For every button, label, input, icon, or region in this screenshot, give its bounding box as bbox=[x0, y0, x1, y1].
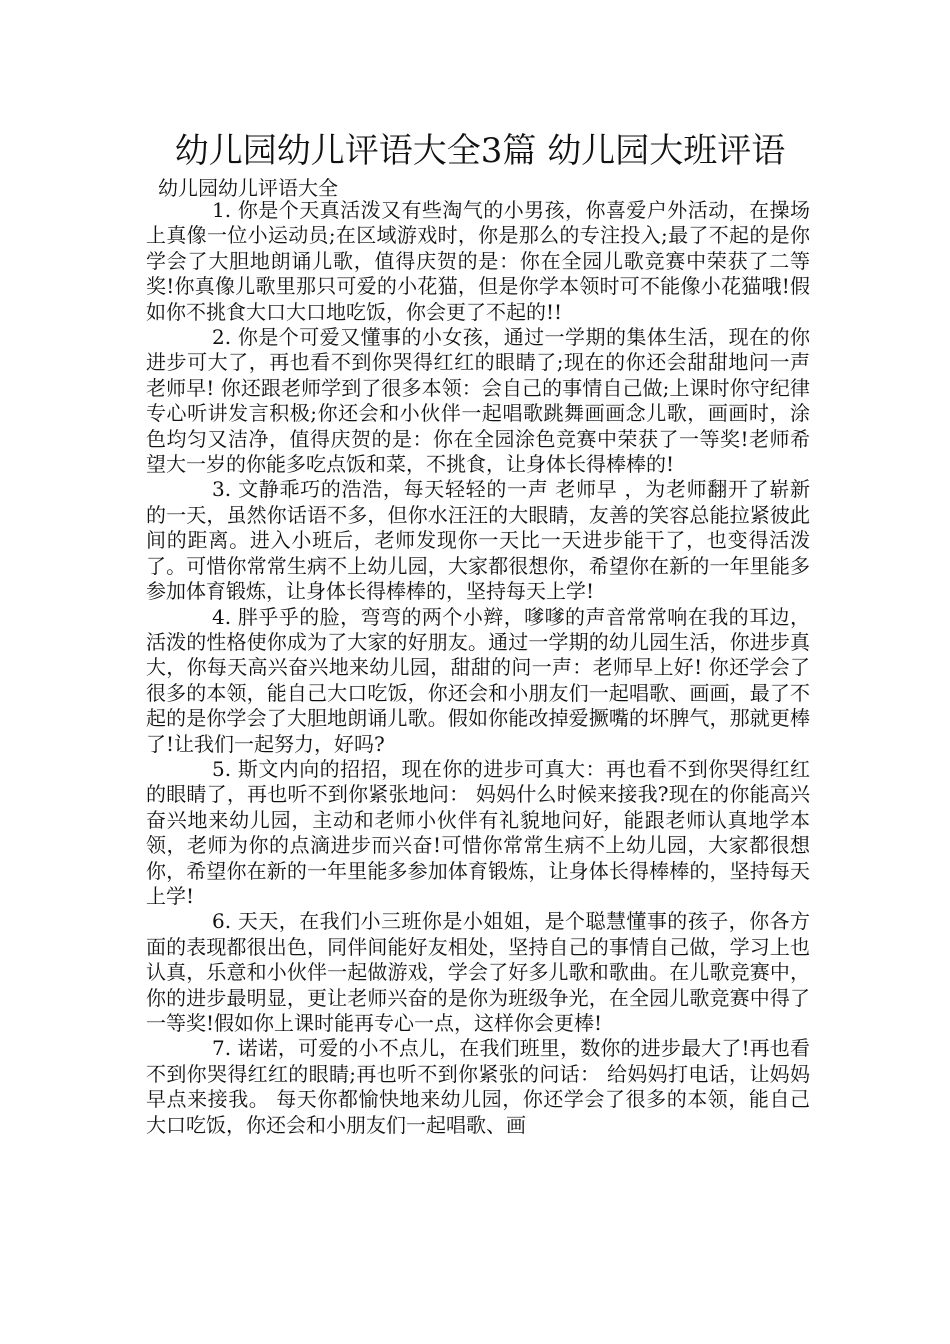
comment-paragraph-4: 4. 胖乎乎的脸，弯弯的两个小辫，嗲嗲的声音常常响在我的耳边，活泼的性格使你成为了大家的好朋友。通过一学期的幼儿园生活，你进步真大，你每天高兴奋兴地来幼儿园，甜甜的问一声：老师早上好! 你还学会了很多的本领，能自己大口吃饭，你还会和小朋友们一起唱歌、画画，最了不起的是你学会了大胆地朗诵儿歌。假如你能改掉爱撅嘴的坏脾气，那就更棒了!让我们一起努力，好吗? bbox=[146, 604, 810, 756]
comment-paragraph-1: 1. 你是个天真活泼又有些淘气的小男孩，你喜爱户外活动，在操场上真像一位小运动员;在区域游戏时，你是那么的专注投入;最了不起的是你学会了大胆地朗诵儿歌，值得庆贺的是：你在全园儿歌竞赛中荣获了二等奖!你真像儿歌里那只可爱的小花猫，但是你学本领时可不能像小花猫哦!假如你不挑食大口大口地吃饭，你会更了不起的!! bbox=[146, 198, 810, 324]
comment-paragraph-3: 3. 文静乖巧的浩浩，每天轻轻的一声 老师早 ，为老师翻开了崭新的一天，虽然你话语不多，但你水汪汪的大眼睛，友善的笑容总能拉紧彼此间的距离。进入小班后，老师发现你一天比一天进步能干了，也变得活泼了。可惜你常常生病不上幼儿园，大家都很想你，希望你在新的一年里能多参加体育锻炼，让身体长得棒棒的，坚持每天上学! bbox=[146, 477, 810, 604]
document-body bbox=[146, 198, 810, 1138]
comment-paragraph-7: 7. 诺诺，可爱的小不点儿，在我们班里，数你的进步最大了!再也看不到你哭得红红的眼睛;再也听不到你紧张的问话： 给妈妈打电话，让妈妈早点来接我。 每天你都愉快地来幼儿园，你还学会了很多的本领，能自己大口吃饭，你还会和小朋友们一起唱歌、画 bbox=[146, 1036, 810, 1137]
document-title: 幼儿园幼儿评语大全3篇 幼儿园大班评语 bbox=[174, 131, 786, 171]
comment-paragraph-6: 6. 天天，在我们小三班你是小姐姐，是个聪慧懂事的孩子，你各方面的表现都很出色，同伴间能好友相处，坚持自己的事情自己做，学习上也认真，乐意和小伙伴一起做游戏，学会了好多儿歌和歌曲。在儿歌竞赛中，你的进步最明显，更让老师兴奋的是你为班级争光，在全园儿歌竞赛中得了一等奖!假如你上课时能再专心一点，这样你会更棒! bbox=[146, 909, 810, 1035]
comment-paragraph-5: 5. 斯文内向的招招，现在你的进步可真大：再也看不到你哭得红红的眼睛了，再也听不到你紧张地问： 妈妈什么时候来接我?现在的你能高兴奋兴地来幼儿园，主动和老师小伙伴有礼貌地问好，能跟老师认真地学本领，老师为你的点滴进步而兴奋!可惜你常常生病不上幼儿园，大家都很想你，希望你在新的一年里能多参加体育锻炼，让身体长得棒棒的，坚持每天上学! bbox=[146, 756, 810, 908]
comment-paragraph-2: 2. 你是个可爱又懂事的小女孩，通过一学期的集体生活，现在的你进步可大了，再也看不到你哭得红红的眼睛了;现在的你还会甜甜地问一声 老师早! 你还跟老师学到了很多本领：会自己的事情自己做;上课时你守纪律专心听讲发言积极;你还会和小伙伴一起唱歌跳舞画画念儿歌，画画时，涂色均匀又洁净，值得庆贺的是：你在全园涂色竞赛中荣获了一等奖!老师希望大一岁的你能多吃点饭和菜，不挑食，让身体长得棒棒的! bbox=[146, 325, 810, 477]
document-subtitle: 幼儿园幼儿评语大全 bbox=[158, 176, 338, 200]
